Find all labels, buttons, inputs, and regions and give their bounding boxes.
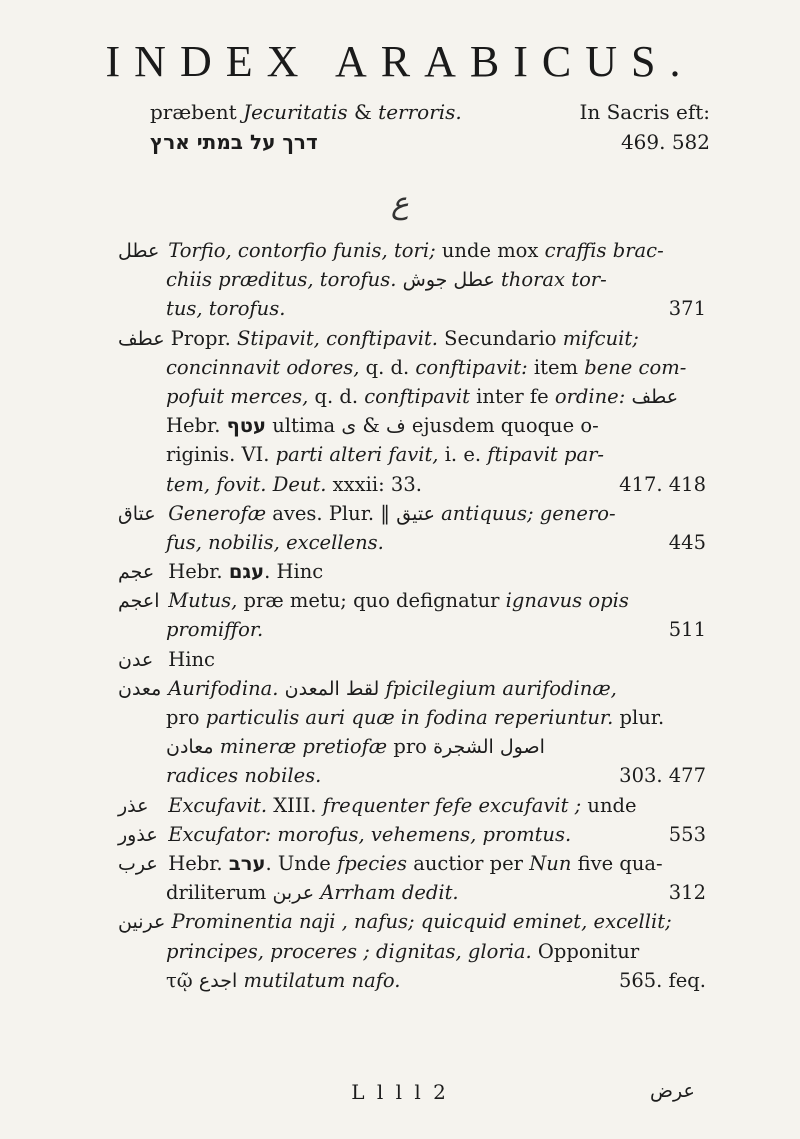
latin-italic: Generofæ xyxy=(168,501,267,525)
continuation-suffix: In Sacris eft: xyxy=(579,100,710,124)
arabic-headword: عرب xyxy=(118,852,158,875)
running-header: INDEX ARABICUS. xyxy=(105,37,695,86)
continuation-italic-2: terroris. xyxy=(378,100,462,124)
latin-italic: Stipavit, conftipavit. xyxy=(237,326,438,350)
continuation-prefix: præbent xyxy=(150,100,237,124)
arabic-term: عربن xyxy=(272,882,315,905)
latin-text: item xyxy=(527,355,585,379)
latin-italic: Excufavit. xyxy=(168,793,268,817)
latin-italic: parti alteri favit, xyxy=(275,443,439,467)
latin-italic: Arrham dedit. xyxy=(320,881,459,905)
continuation-line-2 xyxy=(150,130,710,154)
arabic-term: ف xyxy=(386,415,406,438)
arabic-term: اجدع xyxy=(198,969,238,992)
latin-text: τῷ xyxy=(166,968,199,992)
entry-generosa xyxy=(118,499,706,557)
latin-text: Hinc xyxy=(168,647,215,671)
arabic-term: ى xyxy=(341,415,357,438)
arabic-headword: عدن xyxy=(118,648,154,671)
latin-italic: fpicilegium aurifodinæ, xyxy=(385,676,617,700)
arabic-term: عطف xyxy=(631,385,679,408)
continuation-italic-1: Jecuritatis xyxy=(243,100,348,124)
latin-italic: mifcuit; xyxy=(562,326,639,350)
latin-text: xxxii: 33. xyxy=(326,472,422,496)
entry-line xyxy=(118,324,706,353)
arabic-term: عتيق xyxy=(396,502,435,525)
arabic-term: معادن xyxy=(166,736,214,759)
page-reference: 445 xyxy=(668,530,706,554)
entry-line xyxy=(118,937,706,966)
entry-line xyxy=(118,586,706,615)
latin-italic: tus, torofus. xyxy=(166,297,286,321)
continuation-amp: & xyxy=(354,100,372,124)
latin-text: Hebr. xyxy=(166,414,227,438)
latin-italic: craffis brac- xyxy=(544,239,664,262)
latin-text: i. e. xyxy=(438,443,488,467)
entry-line xyxy=(118,528,706,557)
arabic-headword: عطل xyxy=(118,240,160,262)
entry-line xyxy=(118,791,706,820)
latin-italic: concinnavit odores, xyxy=(166,355,360,379)
entry-line xyxy=(118,499,706,528)
latin-text: . Unde xyxy=(265,851,338,875)
latin-italic: mutilatum nafo. xyxy=(243,968,401,992)
catchword: عرض xyxy=(650,1080,695,1102)
latin-italic: antiquus; genero- xyxy=(441,501,616,525)
entry-excufavit xyxy=(118,791,706,820)
latin-italic: pofuit merces, xyxy=(166,384,309,408)
latin-italic: tem, fovit. Deut. xyxy=(166,472,327,496)
entry-aurifodina xyxy=(118,674,706,791)
latin-italic: ftipavit par- xyxy=(487,443,604,467)
arabic-headword: عرنين xyxy=(118,911,166,934)
latin-italic: fpecies xyxy=(337,851,408,875)
entry-line xyxy=(118,294,706,323)
latin-italic: bene com- xyxy=(584,355,687,379)
latin-text: Secundario xyxy=(437,326,563,350)
entry-line xyxy=(118,236,706,265)
entry-excufator xyxy=(118,820,706,849)
page-reference: 553 xyxy=(668,822,706,846)
continuation-ref: 469. 582 xyxy=(620,130,710,154)
entry-line xyxy=(118,645,706,674)
entry-line xyxy=(118,966,706,995)
page-reference: 371 xyxy=(668,297,706,321)
latin-text: riginis. VI. xyxy=(166,443,276,467)
latin-text: . Hinc xyxy=(264,560,324,584)
latin-italic: ignavus opis xyxy=(505,589,629,613)
arabic-term: اصول الشجرة xyxy=(433,736,545,759)
latin-italic: ordine: xyxy=(554,384,626,408)
latin-italic: Torfio, contorfio funis, tori; xyxy=(168,239,436,262)
page-reference: 565. feq. xyxy=(618,968,706,992)
latin-text: aves. Plur. ‖ xyxy=(266,501,397,525)
latin-text: auctior per xyxy=(407,851,530,875)
entry-line xyxy=(118,878,706,907)
hebrew-term: עגם xyxy=(228,560,265,584)
entry-line xyxy=(118,674,706,703)
section-letter: ع xyxy=(391,186,409,221)
page-reference: 511 xyxy=(668,618,706,642)
latin-italic: frequenter fefe excufavit ; xyxy=(322,793,582,817)
entry-torsio xyxy=(118,236,706,324)
entry-line xyxy=(118,703,706,732)
entry-line xyxy=(118,820,706,849)
latin-text: inter fe xyxy=(469,384,555,408)
latin-text: five qua- xyxy=(571,851,663,875)
arabic-headword: اعجم xyxy=(118,590,160,613)
latin-text: pro xyxy=(387,735,434,759)
entries-list xyxy=(118,236,706,995)
latin-italic: thorax tor- xyxy=(500,268,607,292)
latin-italic: Prominentia naji , nafus; quicquid eminet, excellit; xyxy=(171,910,672,934)
latin-text: ejusdem quoque o- xyxy=(405,414,599,438)
entry-line xyxy=(118,440,706,469)
latin-text: XIII. xyxy=(267,793,323,817)
latin-italic: Nun xyxy=(529,851,572,875)
latin-text: plur. xyxy=(613,706,665,729)
entry-line xyxy=(118,470,706,499)
hebrew-quote: דרך על במתי ארץ xyxy=(150,130,318,154)
entry-hinc-adan xyxy=(118,645,706,674)
entry-line xyxy=(118,615,706,644)
hebrew-term: עטף xyxy=(226,414,266,438)
entry-line xyxy=(118,761,706,790)
latin-italic: conftipavit: xyxy=(415,355,528,379)
signature-mark: L l l l 2 xyxy=(351,1080,449,1104)
continuation-line-1 xyxy=(150,100,710,124)
latin-italic: Mutus, xyxy=(168,589,238,613)
entry-mutus xyxy=(118,586,706,644)
page-reference: 312 xyxy=(668,881,706,905)
latin-text: q. d. xyxy=(308,384,365,408)
entry-line xyxy=(118,907,706,936)
latin-italic: principes, proceres ; dignitas, gloria. xyxy=(166,939,532,963)
arabic-headword: معدن xyxy=(118,677,162,700)
latin-text: driliterum xyxy=(166,881,273,905)
entry-prominentia xyxy=(118,907,706,995)
latin-italic: chiis præditus, torofus. xyxy=(166,268,397,292)
latin-italic: Excufator: morofus, vehemens, promtus. xyxy=(168,822,572,846)
latin-text: Hebr. xyxy=(168,851,229,875)
latin-text: unde xyxy=(581,793,637,817)
arabic-term: لقط المعدن xyxy=(284,677,380,700)
entry-line xyxy=(118,849,706,878)
latin-text: unde mox xyxy=(435,239,545,262)
latin-text: Hebr. xyxy=(168,560,229,584)
latin-italic: fus, nobilis, excellens. xyxy=(166,530,384,554)
latin-italic: conftipavit xyxy=(364,384,470,408)
entry-line xyxy=(118,557,706,586)
latin-text: Opponitur xyxy=(531,939,640,963)
latin-italic: radices nobiles. xyxy=(166,764,322,788)
entry-stipavit xyxy=(118,324,706,499)
latin-text: q. d. xyxy=(359,355,416,379)
entry-hebr-ajam xyxy=(118,557,706,586)
arabic-headword: عذر xyxy=(118,794,149,817)
entry-line xyxy=(118,732,706,761)
latin-italic: mineræ pretiofæ xyxy=(219,735,388,759)
hebrew-term: ערב xyxy=(228,851,266,875)
entry-line xyxy=(118,411,706,440)
page-reference: 417. 418 xyxy=(619,472,706,496)
entry-line xyxy=(118,382,706,411)
entry-hebr-arab xyxy=(118,849,706,907)
arabic-headword: عجم xyxy=(118,561,155,584)
latin-text: & xyxy=(356,414,387,438)
arabic-headword: عتاق xyxy=(118,502,156,525)
latin-text: ultima xyxy=(266,414,342,438)
latin-italic: Aurifodina. xyxy=(168,676,279,700)
arabic-term: عطل جوش xyxy=(402,269,495,292)
page-reference: 303. 477 xyxy=(619,764,706,788)
latin-text: Propr. xyxy=(170,326,238,350)
latin-text: præ metu; quo defignatur xyxy=(237,589,506,613)
entry-line xyxy=(118,265,706,294)
arabic-headword: عطف xyxy=(118,327,165,350)
latin-italic: particulis auri quæ in fodina reperiuntur. xyxy=(205,706,614,729)
latin-text: pro xyxy=(166,706,206,729)
arabic-headword: عذور xyxy=(118,823,158,846)
entry-line xyxy=(118,353,706,382)
latin-italic: promiffor. xyxy=(166,618,264,642)
